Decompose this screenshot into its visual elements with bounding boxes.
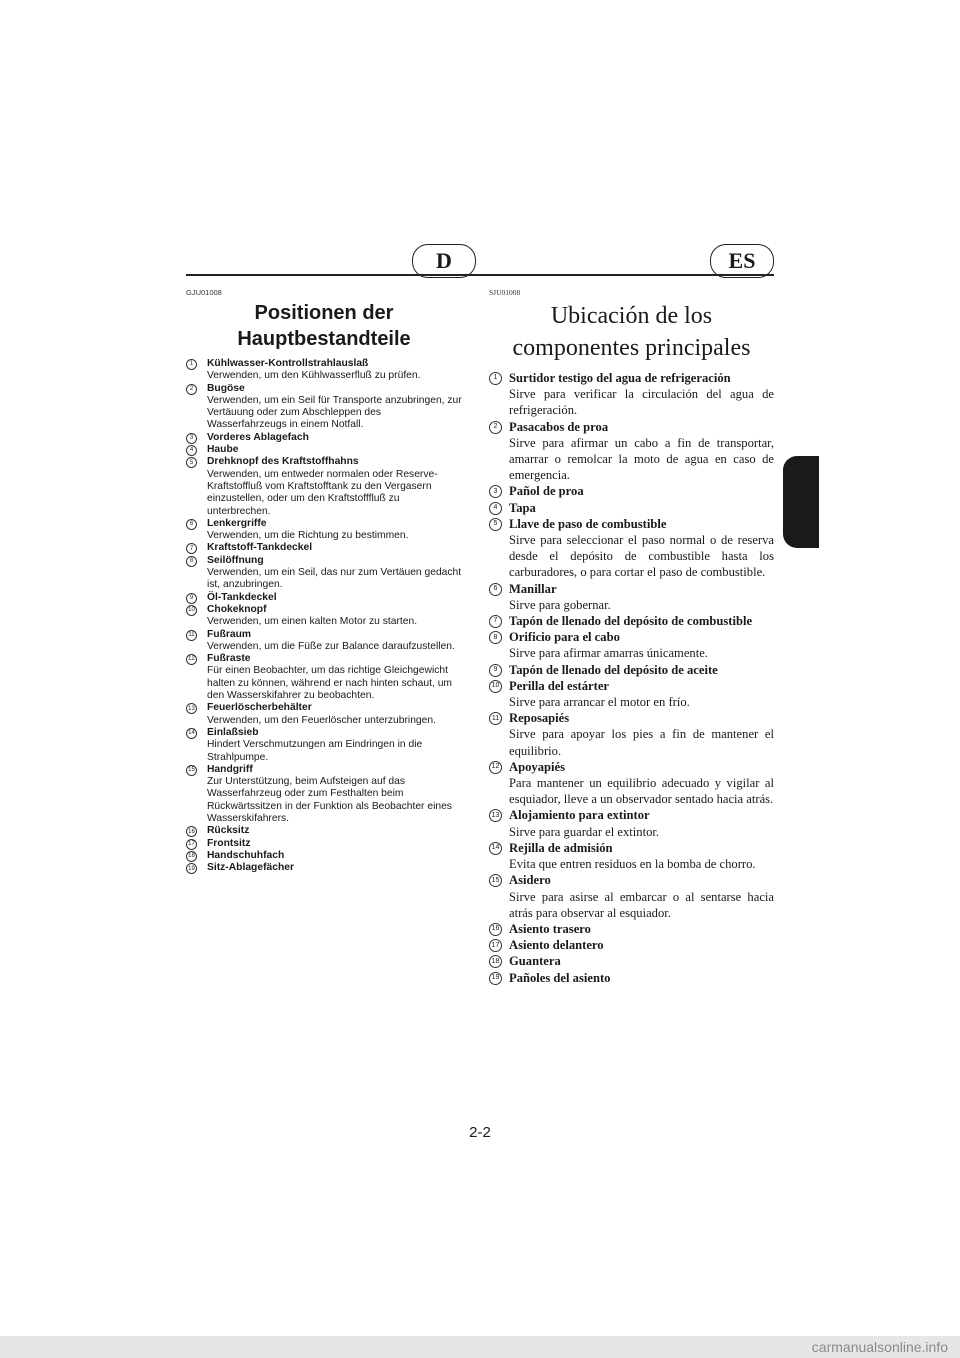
item-number-badge: 8: [186, 556, 197, 567]
list-item: [489, 581, 774, 613]
item-title: Surtidor testigo del agua de refrigeración: [509, 371, 731, 385]
spanish-section-code: SJU01008: [489, 288, 521, 297]
item-description: Verwenden, um den Feuerlöscher unterzubringen.: [207, 714, 436, 726]
list-item: [489, 759, 774, 808]
list-item: [186, 862, 462, 874]
item-number-badge: 6: [186, 519, 197, 530]
item-number-badge: 2: [186, 384, 197, 395]
item-description: Für einen Beobachter, um das richtige Gleichgewicht halten zu können, während er nach hinten schaut, um den Wasserskifahrer zu beobachten.: [207, 665, 452, 702]
item-description: Sirve para verificar la circulación del agua de refrigeración.: [509, 387, 774, 418]
item-title: Chokeknopf: [207, 603, 267, 615]
list-item: [186, 456, 462, 517]
german-title-line-1: Positionen der: [254, 302, 394, 324]
list-item: [489, 500, 774, 516]
item-description: Verwenden, um ein Seil für Transporte anzubringen, zur Vertäuung oder zum Abschleppen des Wasserfahrzeugs in einem Notfall.: [207, 394, 462, 431]
list-item: [186, 825, 462, 837]
list-item: [489, 678, 774, 710]
item-description: Verwenden, um ein Seil, das nur zum Vertäuen gedacht ist, anzubringen.: [207, 567, 462, 591]
list-item: [186, 383, 462, 432]
item-title: Rücksitz: [207, 825, 250, 837]
item-number-badge: 16: [489, 923, 502, 936]
item-title: Frontsitz: [207, 837, 251, 849]
item-title: Sitz-Ablagefächer: [207, 862, 294, 874]
item-number-badge: 10: [186, 605, 197, 616]
spanish-component-list: [489, 370, 774, 986]
item-title: Asidero: [509, 873, 551, 888]
item-number-badge: 19: [489, 972, 502, 985]
watermark-link[interactable]: carmanualsonline.info: [0, 1336, 960, 1358]
item-description: Verwenden, um die Richtung zu bestimmen.: [207, 530, 409, 542]
spanish-column: [489, 288, 774, 986]
item-title: Asiento trasero: [509, 921, 591, 936]
list-item: [489, 483, 774, 499]
list-item: [489, 953, 774, 969]
item-title: Feuerlöscherbehälter: [207, 702, 312, 714]
list-item: [489, 840, 774, 872]
item-title: Bugöse: [207, 382, 245, 394]
list-item: [186, 518, 462, 543]
item-title: Pasacabos de proa: [509, 419, 609, 434]
item-number-badge: 4: [489, 502, 502, 515]
item-number-badge: 13: [186, 703, 197, 714]
spanish-title-line-2: componentes principales: [512, 335, 751, 361]
item-number-badge: 16: [186, 826, 197, 837]
item-number-badge: 1: [489, 372, 502, 385]
item-number-badge: 9: [489, 664, 502, 677]
item-title: Pañol de proa: [509, 484, 584, 499]
item-title: Handschuhfach: [207, 849, 285, 861]
item-title: Asiento delantero: [509, 938, 604, 953]
list-item: [489, 629, 774, 661]
item-title: Tapa: [509, 500, 536, 515]
list-item: [489, 370, 774, 419]
list-item: [186, 838, 462, 850]
item-number-badge: 4: [186, 445, 197, 456]
list-item: [186, 653, 462, 702]
item-number-badge: 15: [489, 874, 502, 887]
item-title: Fußraste: [207, 653, 251, 665]
list-item: [489, 516, 774, 581]
item-title: Öl-Tankdeckel: [207, 591, 277, 603]
item-title: Reposapiés: [509, 711, 570, 726]
page-number: 2-2: [469, 1124, 491, 1141]
item-number-badge: 14: [489, 842, 502, 855]
item-number-badge: 2: [489, 421, 502, 434]
item-number-badge: 17: [489, 939, 502, 952]
item-description: Sirve para gobernar.: [509, 597, 611, 612]
item-number-badge: 7: [186, 543, 197, 554]
item-title: Handgriff: [207, 763, 253, 775]
item-title: Alojamiento para extintor: [509, 808, 650, 823]
item-description: Verwenden, um den Kühlwasserfluß zu prüfen.: [207, 370, 421, 382]
item-title: Seilöffnung: [207, 554, 264, 566]
item-description: Sirve para afirmar un cabo a fin de transportar, amarrar o remolcar la moto de agua en caso de emergencia.: [509, 435, 774, 483]
item-description: Hindert Verschmutzungen am Eindringen in die Strahlpumpe.: [207, 739, 423, 763]
item-number-badge: 14: [186, 728, 197, 739]
header-divider: [186, 274, 774, 276]
item-number-badge: 5: [489, 518, 502, 531]
list-item: [186, 850, 462, 862]
list-item: [186, 555, 462, 592]
list-item: [489, 662, 774, 678]
list-item: [186, 432, 462, 444]
german-section-code: GJU01008: [186, 288, 222, 297]
list-item: [186, 727, 462, 764]
item-description: Sirve para afirmar amarras únicamente.: [509, 646, 708, 661]
item-title: Apoyapiés: [509, 759, 565, 774]
item-description: Sirve para guardar el extintor.: [509, 824, 660, 839]
item-description: Sirve para seleccionar el paso normal o de reserva desde el depósito de combustible hasta los carburadores, o para cortar el paso de combustible.: [509, 533, 774, 580]
language-badge-german: D: [412, 244, 476, 278]
list-item: [186, 542, 462, 554]
item-title: Tapón de llenado del depósito de combustible: [509, 614, 753, 629]
chapter-tab-marker: [783, 456, 819, 548]
item-title: Drehknopf des Kraftstoffhahns: [207, 456, 359, 468]
list-item: [186, 702, 462, 727]
item-description: Verwenden, um entweder normalen oder Reserve-Kraftstoffluß vom Kraftstofftank zu den Vergasern einzustellen, oder um den Kraftstofffluß zu unterbrechen.: [207, 468, 438, 517]
german-title-line-2: Hauptbestandteile: [237, 328, 411, 350]
item-number-badge: 3: [489, 485, 502, 498]
item-title: Perilla del estárter: [509, 678, 609, 693]
list-item: [186, 629, 462, 654]
list-item: [489, 807, 774, 839]
item-number-badge: 19: [186, 863, 197, 874]
item-description: Evita que entren residuos en la bomba de chorro.: [509, 857, 756, 872]
list-item: [489, 419, 774, 484]
item-description: Zur Unterstützung, beim Aufsteigen auf das Wasserfahrzeug oder zum Festhalten beim Rückwärtssitzen in der Funktion als Beobachter eines Wasserskifahrers.: [207, 776, 452, 824]
list-item: [186, 358, 462, 383]
list-item: [489, 970, 774, 986]
item-title: Pañoles del asiento: [509, 970, 611, 985]
spanish-section-title: [489, 300, 774, 364]
item-number-badge: 18: [186, 851, 197, 862]
item-number-badge: 8: [489, 631, 502, 644]
item-number-badge: 9: [186, 593, 197, 604]
item-number-badge: 18: [489, 955, 502, 968]
item-title: Rejilla de admisión: [509, 840, 613, 855]
item-title: Guantera: [509, 954, 561, 969]
item-number-badge: 10: [489, 680, 502, 693]
item-title: Vorderes Ablagefach: [207, 431, 309, 443]
list-item: [489, 710, 774, 759]
item-number-badge: 12: [186, 654, 197, 665]
item-title: Llave de paso de combustible: [509, 516, 667, 531]
item-number-badge: 11: [489, 712, 502, 725]
list-item: [489, 613, 774, 629]
german-component-list: [186, 358, 462, 874]
item-title: Tapón de llenado del depósito de aceite: [509, 662, 718, 677]
item-number-badge: 3: [186, 433, 197, 444]
language-badge-spanish: ES: [710, 244, 774, 278]
list-item: [489, 921, 774, 937]
item-title: Kraftstoff-Tankdeckel: [207, 542, 313, 554]
item-title: Kühlwasser-Kontrollstrahlauslaß: [207, 358, 369, 369]
item-title: Haube: [207, 444, 239, 456]
spanish-title-line-1: Ubicación de los: [550, 303, 713, 329]
item-title: Orificio para el cabo: [509, 630, 620, 645]
list-item: [186, 764, 462, 825]
list-item: [186, 604, 462, 629]
item-description: Sirve para arrancar el motor en frío.: [509, 695, 690, 710]
list-item: [489, 937, 774, 953]
item-description: Sirve para apoyar los pies a fin de mantener el equilibrio.: [509, 727, 774, 758]
item-description: Verwenden, um die Füße zur Balance daraufzustellen.: [207, 640, 455, 652]
item-number-badge: 12: [489, 761, 502, 774]
list-item: [186, 444, 462, 456]
item-description: Para mantener un equilibrio adecuado y vigilar al esquiador, lleve a un observador sentado hacia atrás.: [509, 776, 774, 807]
item-title: Lenkergriffe: [207, 517, 267, 529]
list-item: [489, 872, 774, 921]
item-description: Sirve para asirse al embarcar o al sentarse hacia atrás para observar al esquiador.: [509, 889, 774, 920]
item-number-badge: 17: [186, 839, 197, 850]
item-number-badge: 7: [489, 615, 502, 628]
item-title: Fußraum: [207, 628, 252, 640]
item-number-badge: 6: [489, 583, 502, 596]
item-number-badge: 5: [186, 457, 197, 468]
item-number-badge: 13: [489, 809, 502, 822]
german-column: [186, 288, 462, 874]
list-item: [186, 592, 462, 604]
item-title: Einlaßsieb: [207, 726, 259, 738]
german-section-title: [186, 300, 462, 352]
item-number-badge: 11: [186, 630, 197, 641]
item-title: Manillar: [509, 581, 557, 596]
item-number-badge: 1: [186, 359, 197, 370]
item-number-badge: 15: [186, 765, 197, 776]
item-description: Verwenden, um einen kalten Motor zu starten.: [207, 616, 418, 628]
